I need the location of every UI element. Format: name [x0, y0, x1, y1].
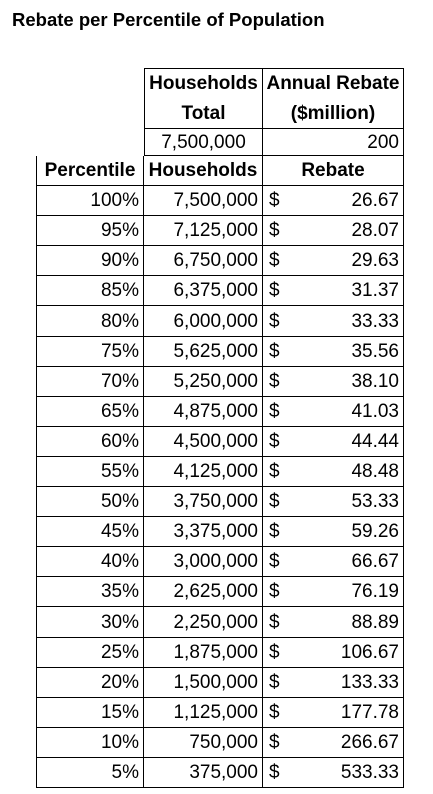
rebate-cell: 33.33	[323, 306, 404, 337]
currency-symbol-cell: $	[263, 607, 323, 638]
rebate-cell: 26.67	[323, 186, 404, 216]
rebate-cell: 44.44	[323, 427, 404, 457]
households-cell: 5,625,000	[144, 337, 263, 367]
currency-symbol-cell: $	[263, 577, 323, 607]
rebate-cell: 28.07	[323, 216, 404, 246]
currency-symbol-cell: $	[263, 758, 323, 788]
households-cell: 4,125,000	[144, 457, 263, 487]
households-cell: 2,250,000	[144, 607, 263, 638]
percentile-cell: 70%	[36, 367, 144, 397]
households-cell: 6,375,000	[144, 276, 263, 306]
rebate-cell: 41.03	[323, 397, 404, 427]
rebate-cell: 76.19	[323, 577, 404, 607]
rebate-header-bottom: ($million)	[263, 98, 404, 128]
total-rebate-value: 200	[263, 128, 404, 156]
percentile-cell: 5%	[36, 758, 144, 788]
currency-symbol-cell: $	[263, 246, 323, 276]
households-cell: 375,000	[144, 758, 263, 788]
percentile-cell: 10%	[36, 728, 144, 758]
households-header-top: Households	[144, 68, 263, 98]
percentile-cell: 55%	[36, 457, 144, 487]
currency-symbol-cell: $	[263, 306, 323, 337]
rebate-cell: 38.10	[323, 367, 404, 397]
percentile-cell: 95%	[36, 216, 144, 246]
percentile-cell: 15%	[36, 698, 144, 728]
rebate-cell: 48.48	[323, 457, 404, 487]
households-cell: 3,375,000	[144, 517, 263, 547]
percentile-cell: 30%	[36, 607, 144, 638]
rebate-cell: 106.67	[323, 638, 404, 668]
rebate-cell: 31.37	[323, 276, 404, 306]
households-cell: 6,750,000	[144, 246, 263, 276]
currency-symbol-cell: $	[263, 337, 323, 367]
percentile-cell: 25%	[36, 638, 144, 668]
currency-symbol-cell: $	[263, 216, 323, 246]
currency-symbol-cell: $	[263, 668, 323, 698]
currency-symbol-cell: $	[263, 728, 323, 758]
currency-symbol-cell: $	[263, 457, 323, 487]
percentile-cell: 60%	[36, 427, 144, 457]
column-header-households: Households	[144, 156, 263, 186]
rebate-cell: 29.63	[323, 246, 404, 276]
column-header-rebate: Rebate	[263, 156, 404, 186]
households-cell: 1,500,000	[144, 668, 263, 698]
currency-symbol-cell: $	[263, 638, 323, 668]
households-cell: 3,000,000	[144, 547, 263, 577]
percentile-cell: 85%	[36, 276, 144, 306]
percentile-cell: 20%	[36, 668, 144, 698]
percentile-cell: 90%	[36, 246, 144, 276]
currency-symbol-cell: $	[263, 186, 323, 216]
currency-symbol-cell: $	[263, 698, 323, 728]
percentile-cell: 40%	[36, 547, 144, 577]
households-cell: 2,625,000	[144, 577, 263, 607]
households-cell: 750,000	[144, 728, 263, 758]
households-cell: 4,875,000	[144, 397, 263, 427]
rebate-cell: 59.26	[323, 517, 404, 547]
percentile-cell: 75%	[36, 337, 144, 367]
rebate-cell: 533.33	[323, 758, 404, 788]
currency-symbol-cell: $	[263, 487, 323, 517]
rebate-header-top: Annual Rebate	[263, 68, 404, 98]
percentile-cell: 45%	[36, 517, 144, 547]
currency-symbol-cell: $	[263, 517, 323, 547]
households-cell: 6,000,000	[144, 306, 263, 337]
households-cell: 3,750,000	[144, 487, 263, 517]
rebate-cell: 266.67	[323, 728, 404, 758]
rebate-cell: 133.33	[323, 668, 404, 698]
currency-symbol-cell: $	[263, 276, 323, 306]
total-households-value: 7,500,000	[144, 128, 263, 156]
percentile-cell: 50%	[36, 487, 144, 517]
households-cell: 7,500,000	[144, 186, 263, 216]
percentile-cell: 100%	[36, 186, 144, 216]
rebate-cell: 88.89	[323, 607, 404, 638]
rebate-cell: 53.33	[323, 487, 404, 517]
households-cell: 1,125,000	[144, 698, 263, 728]
rebate-cell: 177.78	[323, 698, 404, 728]
percentile-cell: 80%	[36, 306, 144, 337]
households-cell: 1,875,000	[144, 638, 263, 668]
percentile-cell: 35%	[36, 577, 144, 607]
column-header-percentile: Percentile	[36, 156, 144, 186]
households-cell: 4,500,000	[144, 427, 263, 457]
households-header-bottom: Total	[144, 98, 263, 128]
households-cell: 7,125,000	[144, 216, 263, 246]
households-cell: 5,250,000	[144, 367, 263, 397]
page-title: Rebate per Percentile of Population	[12, 9, 325, 30]
currency-symbol-cell: $	[263, 397, 323, 427]
rebate-cell: 66.67	[323, 547, 404, 577]
percentile-cell: 65%	[36, 397, 144, 427]
currency-symbol-cell: $	[263, 427, 323, 457]
rebate-cell: 35.56	[323, 337, 404, 367]
currency-symbol-cell: $	[263, 547, 323, 577]
currency-symbol-cell: $	[263, 367, 323, 397]
